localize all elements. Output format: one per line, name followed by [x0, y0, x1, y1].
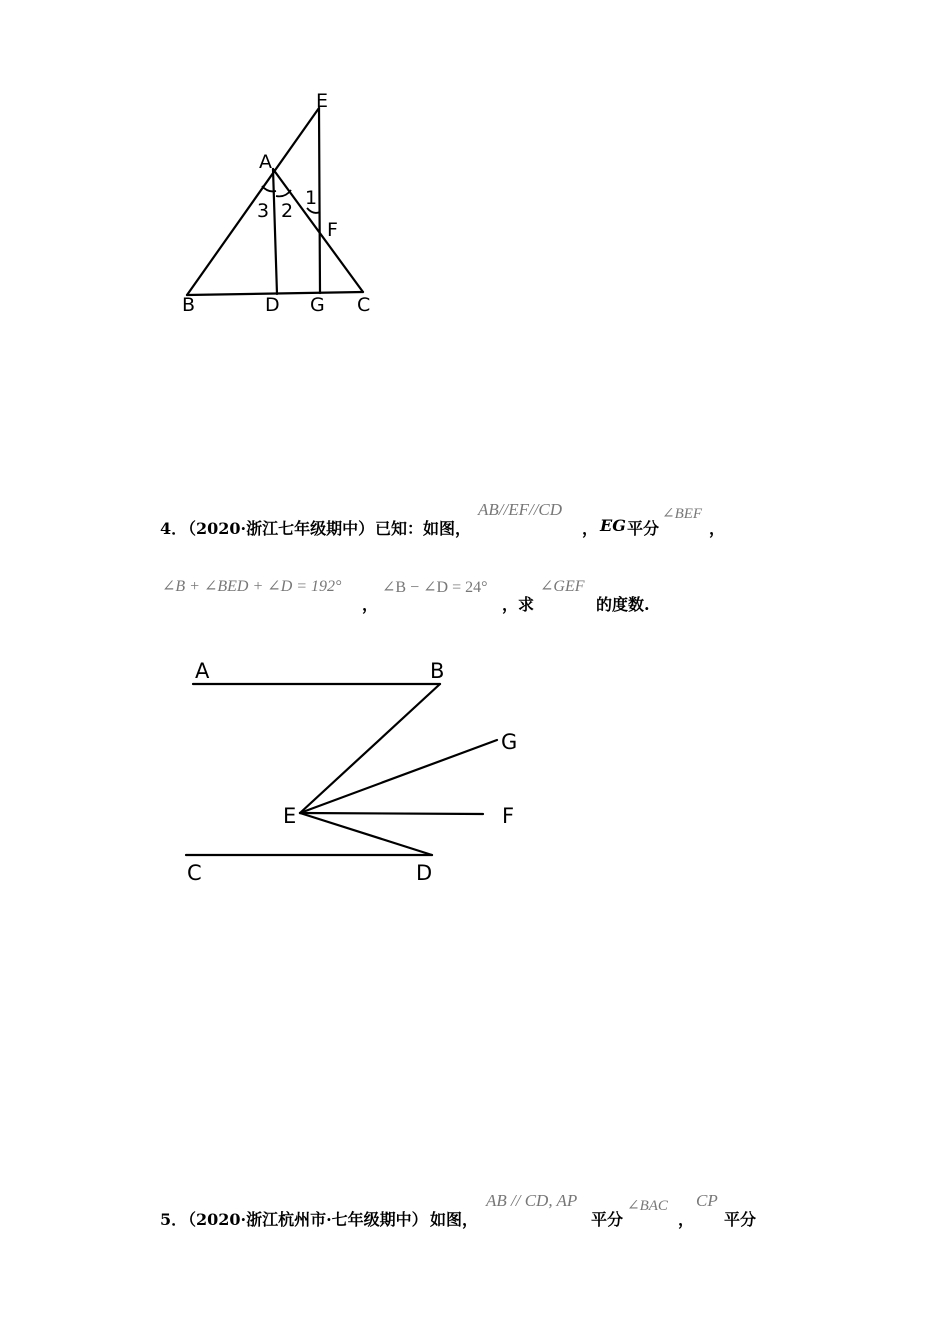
segment-EG [300, 740, 497, 813]
q4-comma1: ， [582, 519, 599, 538]
point-label-G: G [310, 294, 325, 316]
point-label-C: C [357, 294, 371, 316]
point-label-G: G [501, 730, 518, 754]
figure-parallel-lines [0, 640, 950, 900]
point-label-A: A [259, 151, 272, 173]
q5-bisect1: 平分 [591, 1210, 624, 1229]
q4-comma3: ， [362, 595, 379, 614]
point-label-F: F [327, 219, 338, 241]
point-label-B: B [430, 659, 445, 683]
segment-AD [273, 169, 277, 294]
segment-EF [300, 813, 483, 814]
q4-math-parallel: AB//EF//CD [478, 500, 563, 519]
angle-label-2: 2 [281, 200, 294, 222]
q4-comma2: ， [709, 519, 726, 538]
segment-EG [319, 108, 320, 293]
q4-number: 4． [160, 519, 188, 538]
point-label-A: A [195, 659, 210, 683]
q4-bisect: 平分 [627, 519, 660, 538]
q5-math-cond: AB // CD, AP [486, 1191, 578, 1210]
q5-comma: ， [678, 1210, 695, 1229]
point-label-C: C [187, 861, 202, 885]
q4-math-diff: ∠B − ∠D = 24° [382, 579, 488, 596]
q5-math-cp: CP [696, 1191, 718, 1210]
angle-label-3: 3 [257, 200, 270, 222]
segment-BE [187, 108, 319, 295]
point-label-D: D [416, 861, 433, 885]
segment-ED [300, 813, 432, 855]
point-label-E: E [316, 90, 329, 112]
q4-math-sum: ∠B + ∠BED + ∠D = 192° [162, 578, 342, 595]
q4-tail: 的度数. [596, 595, 650, 614]
q5-math-angle-bac: ∠BAC [627, 1198, 668, 1214]
point-label-F: F [502, 804, 515, 828]
figure-triangle [0, 0, 950, 340]
segment-AC [273, 169, 363, 292]
q5-text-a: 如图， [430, 1210, 479, 1229]
q5-source: （2020·浙江杭州市·七年级期中） [180, 1210, 428, 1229]
q4-math-angle-bef: ∠BEF [662, 506, 703, 522]
q4-math-angle-gef: ∠GEF [540, 578, 585, 595]
q4-text-a: 已知：如图， [375, 519, 472, 538]
segment-BE [300, 684, 440, 813]
point-label-D: D [265, 294, 280, 316]
angle-label-1: 1 [305, 187, 318, 209]
q4-source: （2020·浙江七年级期中） [180, 519, 375, 538]
q5-bisect2: 平分 [724, 1210, 757, 1229]
q4-ask: ，求 [502, 595, 535, 614]
point-label-E: E [283, 804, 297, 828]
q5-number: 5． [160, 1210, 188, 1229]
point-label-B: B [182, 294, 196, 316]
q4-eg: EG [600, 516, 626, 535]
